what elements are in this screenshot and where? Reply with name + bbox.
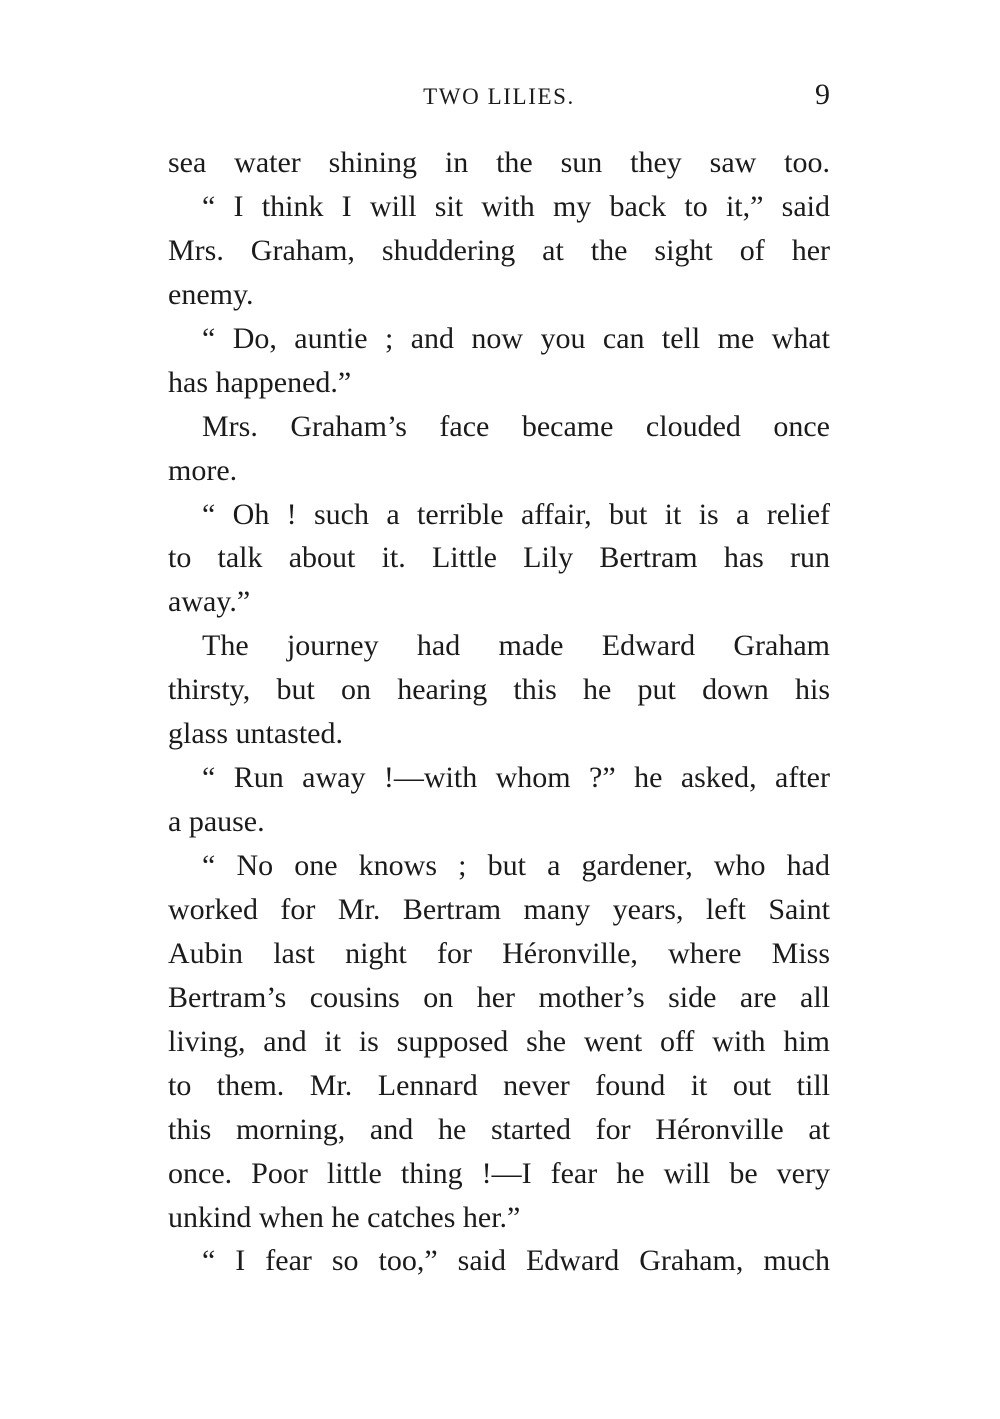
- text-line: enemy.: [168, 277, 254, 311]
- text-line: to them. Mr. Lennard never found it out till: [168, 1068, 830, 1102]
- text-line: living, and it is supposed she went off with him: [168, 1024, 830, 1058]
- body-text: [168, 141, 830, 1283]
- text-line: Bertram’s cousins on her mother’s side are all: [168, 980, 830, 1014]
- text-line: “ I fear so too,” said Edward Graham, much: [202, 1244, 830, 1278]
- running-head: [168, 78, 830, 118]
- text-line: Mrs. Graham’s face became clouded once: [202, 409, 830, 443]
- page-number: 9: [815, 78, 830, 111]
- text-line: glass untasted.: [168, 717, 343, 751]
- text-line: “ I think I will sit with my back to it,” said: [202, 189, 830, 223]
- text-line: thirsty, but on hearing this he put down his: [168, 673, 830, 707]
- text-line: Aubin last night for Héronville, where Miss: [168, 936, 830, 970]
- text-line: worked for Mr. Bertram many years, left Saint: [168, 892, 830, 926]
- text-line: “ Oh ! such a terrible affair, but it is a relief: [202, 497, 830, 531]
- text-line: Mrs. Graham, shuddering at the sight of her: [168, 233, 830, 267]
- text-line: away.”: [168, 585, 251, 619]
- text-line: sea water shining in the sun they saw too.: [168, 146, 830, 179]
- text-line: unkind when he catches her.”: [168, 1200, 521, 1234]
- text-line: to talk about it. Little Lily Bertram has run: [168, 541, 830, 575]
- text-line: “ Run away !—with whom ?” he asked, after: [202, 761, 830, 795]
- text-line: “ Do, auntie ; and now you can tell me what: [202, 321, 830, 355]
- text-line: more.: [168, 453, 238, 487]
- text-line: once. Poor little thing !—I fear he will be very: [168, 1156, 830, 1190]
- text-line: The journey had made Edward Graham: [202, 629, 830, 663]
- running-title: TWO LILIES.: [423, 84, 575, 109]
- text-line: has happened.”: [168, 365, 352, 399]
- text-line: “ No one knows ; but a gardener, who had: [202, 849, 830, 882]
- text-line: a pause.: [168, 805, 265, 839]
- text-line: this morning, and he started for Héronville at: [168, 1112, 830, 1146]
